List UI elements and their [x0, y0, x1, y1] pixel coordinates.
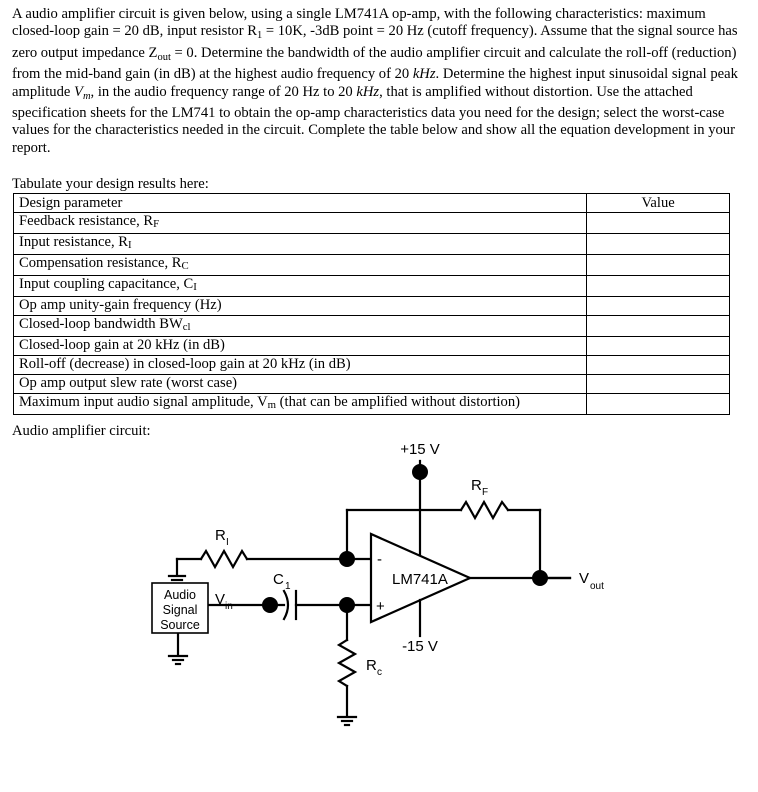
label-positive-supply: +15 V — [400, 441, 440, 458]
row-label-text: Op amp output slew rate (worst case) — [19, 375, 238, 392]
value-cell-unity-gain-frequency[interactable] — [587, 296, 730, 315]
table-row — [14, 254, 730, 275]
row-label-compensation-resistance — [14, 254, 587, 275]
circuit-diagram — [130, 432, 650, 742]
value-cell-compensation-resistance[interactable] — [587, 254, 730, 275]
label-vout-subscript: out — [590, 581, 604, 592]
problem-italic-khz-2: kHz — [356, 83, 380, 100]
row-label-feedback-resistance — [14, 213, 587, 234]
row-label-subscript: I — [193, 280, 197, 293]
row-label-max-input-amplitude — [14, 393, 587, 414]
row-label-text: Maximum input audio signal amplitude, V — [19, 393, 268, 410]
problem-italic-khz-1: kHz — [412, 66, 436, 83]
table-header-row — [14, 194, 730, 213]
label-input-resistor-subscript: I — [226, 537, 229, 548]
row-label-subscript: cl — [182, 320, 191, 333]
problem-italic-v-subscript-m: m — [82, 90, 91, 102]
value-cell-slew-rate[interactable] — [587, 374, 730, 393]
problem-italic-v: V — [74, 83, 83, 100]
row-label-input-coupling-capacitance — [14, 275, 587, 296]
value-cell-input-coupling-capacitance[interactable] — [587, 275, 730, 296]
table-row — [14, 374, 730, 393]
problem-text-part-5: , in the audio frequency range of 20 Hz to 20 — [90, 83, 357, 100]
label-feedback-resistor-subscript: F — [482, 487, 489, 498]
circuit-caption: Audio amplifier circuit: — [12, 423, 151, 439]
value-cell-roll-off[interactable] — [587, 355, 730, 374]
label-feedback-resistor: R — [471, 477, 482, 494]
row-label-text: Compensation resistance, R — [19, 254, 182, 271]
row-label-input-resistance — [14, 233, 587, 254]
label-negative-supply: -15 V — [402, 638, 438, 655]
row-label-text: Op amp unity-gain frequency (Hz) — [19, 297, 222, 314]
node-dot-inverting-input — [339, 551, 355, 567]
row-label-closed-loop-gain-20khz — [14, 336, 587, 355]
row-label-subscript: C — [181, 259, 189, 272]
row-label-roll-off — [14, 355, 587, 374]
resistor-rc-symbol — [339, 640, 355, 686]
table-row — [14, 275, 730, 296]
value-cell-closed-loop-bandwidth[interactable] — [587, 315, 730, 336]
label-input-resistor: R — [215, 527, 226, 544]
row-label-text: Closed-loop gain at 20 kHz (in dB) — [19, 337, 225, 354]
row-label-slew-rate — [14, 374, 587, 393]
table-row — [14, 213, 730, 234]
node-dot-vout — [532, 570, 548, 586]
row-label-subscript: m — [267, 398, 277, 411]
problem-text-part-1: A audio amplifier circuit is given below, using a single LM741A op-amp, with the following characteristics: maximum closed-loop gain = 20 dB, input resistor R — [12, 6, 706, 40]
row-label-closed-loop-bandwidth — [14, 315, 587, 336]
problem-text-part-3: = 0. Determine the bandwidth of the audio amplifier circuit and calculate the roll-off (reduction) from the mid-band gain (in dB) at the highest audio frequency of 20 — [12, 44, 737, 83]
row-label-subscript: F — [153, 217, 160, 230]
row-label-unity-gain-frequency — [14, 296, 587, 315]
row-label-tail: (that can be amplified without distortion) — [276, 393, 521, 410]
resistor-ri-symbol — [201, 551, 247, 567]
row-label-subscript: I — [128, 238, 132, 251]
node-dot-positive-supply — [412, 464, 428, 480]
problem-text-part-6: , that is amplified without distortion. Use the attached specification sheets for the LM741 to obtain the op-amp characteristics data you need for the design; select the worst-case values for the characteristics needed in the circuit. Complete the table below and show all the equation development in your report. — [12, 83, 735, 156]
table-row — [14, 296, 730, 315]
row-label-text: Closed-loop bandwidth BW — [19, 315, 183, 332]
table-row — [14, 233, 730, 254]
label-vout: V — [579, 570, 590, 587]
row-label-text: Roll-off (decrease) in closed-loop gain at 20 kHz (in dB) — [19, 356, 351, 373]
label-opamp-part-number: LM741A — [392, 571, 448, 588]
problem-text-part-4: . Determine the highest input sinusoidal signal peak amplitude — [12, 66, 738, 100]
problem-subscript-out: out — [157, 51, 171, 63]
label-inverting-pin: - — [377, 551, 382, 568]
resistor-rf-symbol — [461, 502, 508, 518]
problem-statement — [12, 6, 746, 157]
label-coupling-capacitor-subscript: 1 — [285, 581, 291, 592]
design-results-table — [13, 193, 730, 415]
column-header-design-parameter: Design parameter — [14, 194, 587, 213]
table-row — [14, 315, 730, 336]
audio-source-label-line3: Source — [160, 618, 200, 632]
node-dot-vin — [262, 597, 278, 613]
audio-source-label-line2: Signal — [162, 603, 198, 617]
row-label-text: Input coupling capacitance, C — [19, 275, 194, 292]
value-cell-input-resistance[interactable] — [587, 233, 730, 254]
problem-text-part-2: = 10K, -3dB point = 20 Hz (cutoff frequency). Assume that the signal source has zero output impedance Z — [12, 23, 738, 61]
table-row — [14, 393, 730, 414]
value-cell-max-input-amplitude[interactable] — [587, 393, 730, 414]
table-row — [14, 355, 730, 374]
tabulate-caption: Tabulate your design results here: — [12, 176, 209, 192]
value-cell-closed-loop-gain-20khz[interactable] — [587, 336, 730, 355]
table-row — [14, 336, 730, 355]
label-vin: V — [215, 591, 226, 608]
row-label-text: Feedback resistance, R — [19, 213, 154, 229]
value-cell-feedback-resistance[interactable] — [587, 213, 730, 234]
label-noninverting-pin: + — [376, 598, 385, 615]
label-vin-subscript: in — [225, 601, 233, 612]
problem-subscript-1: 1 — [256, 30, 263, 42]
row-label-text: Input resistance, R — [19, 233, 129, 250]
label-compensation-resistor-subscript: c — [377, 667, 382, 678]
label-compensation-resistor: R — [366, 657, 377, 674]
audio-source-label-line1: Audio — [164, 588, 196, 602]
label-coupling-capacitor: C — [273, 571, 284, 588]
node-dot-noninverting-input — [339, 597, 355, 613]
column-header-value: Value — [587, 194, 730, 213]
